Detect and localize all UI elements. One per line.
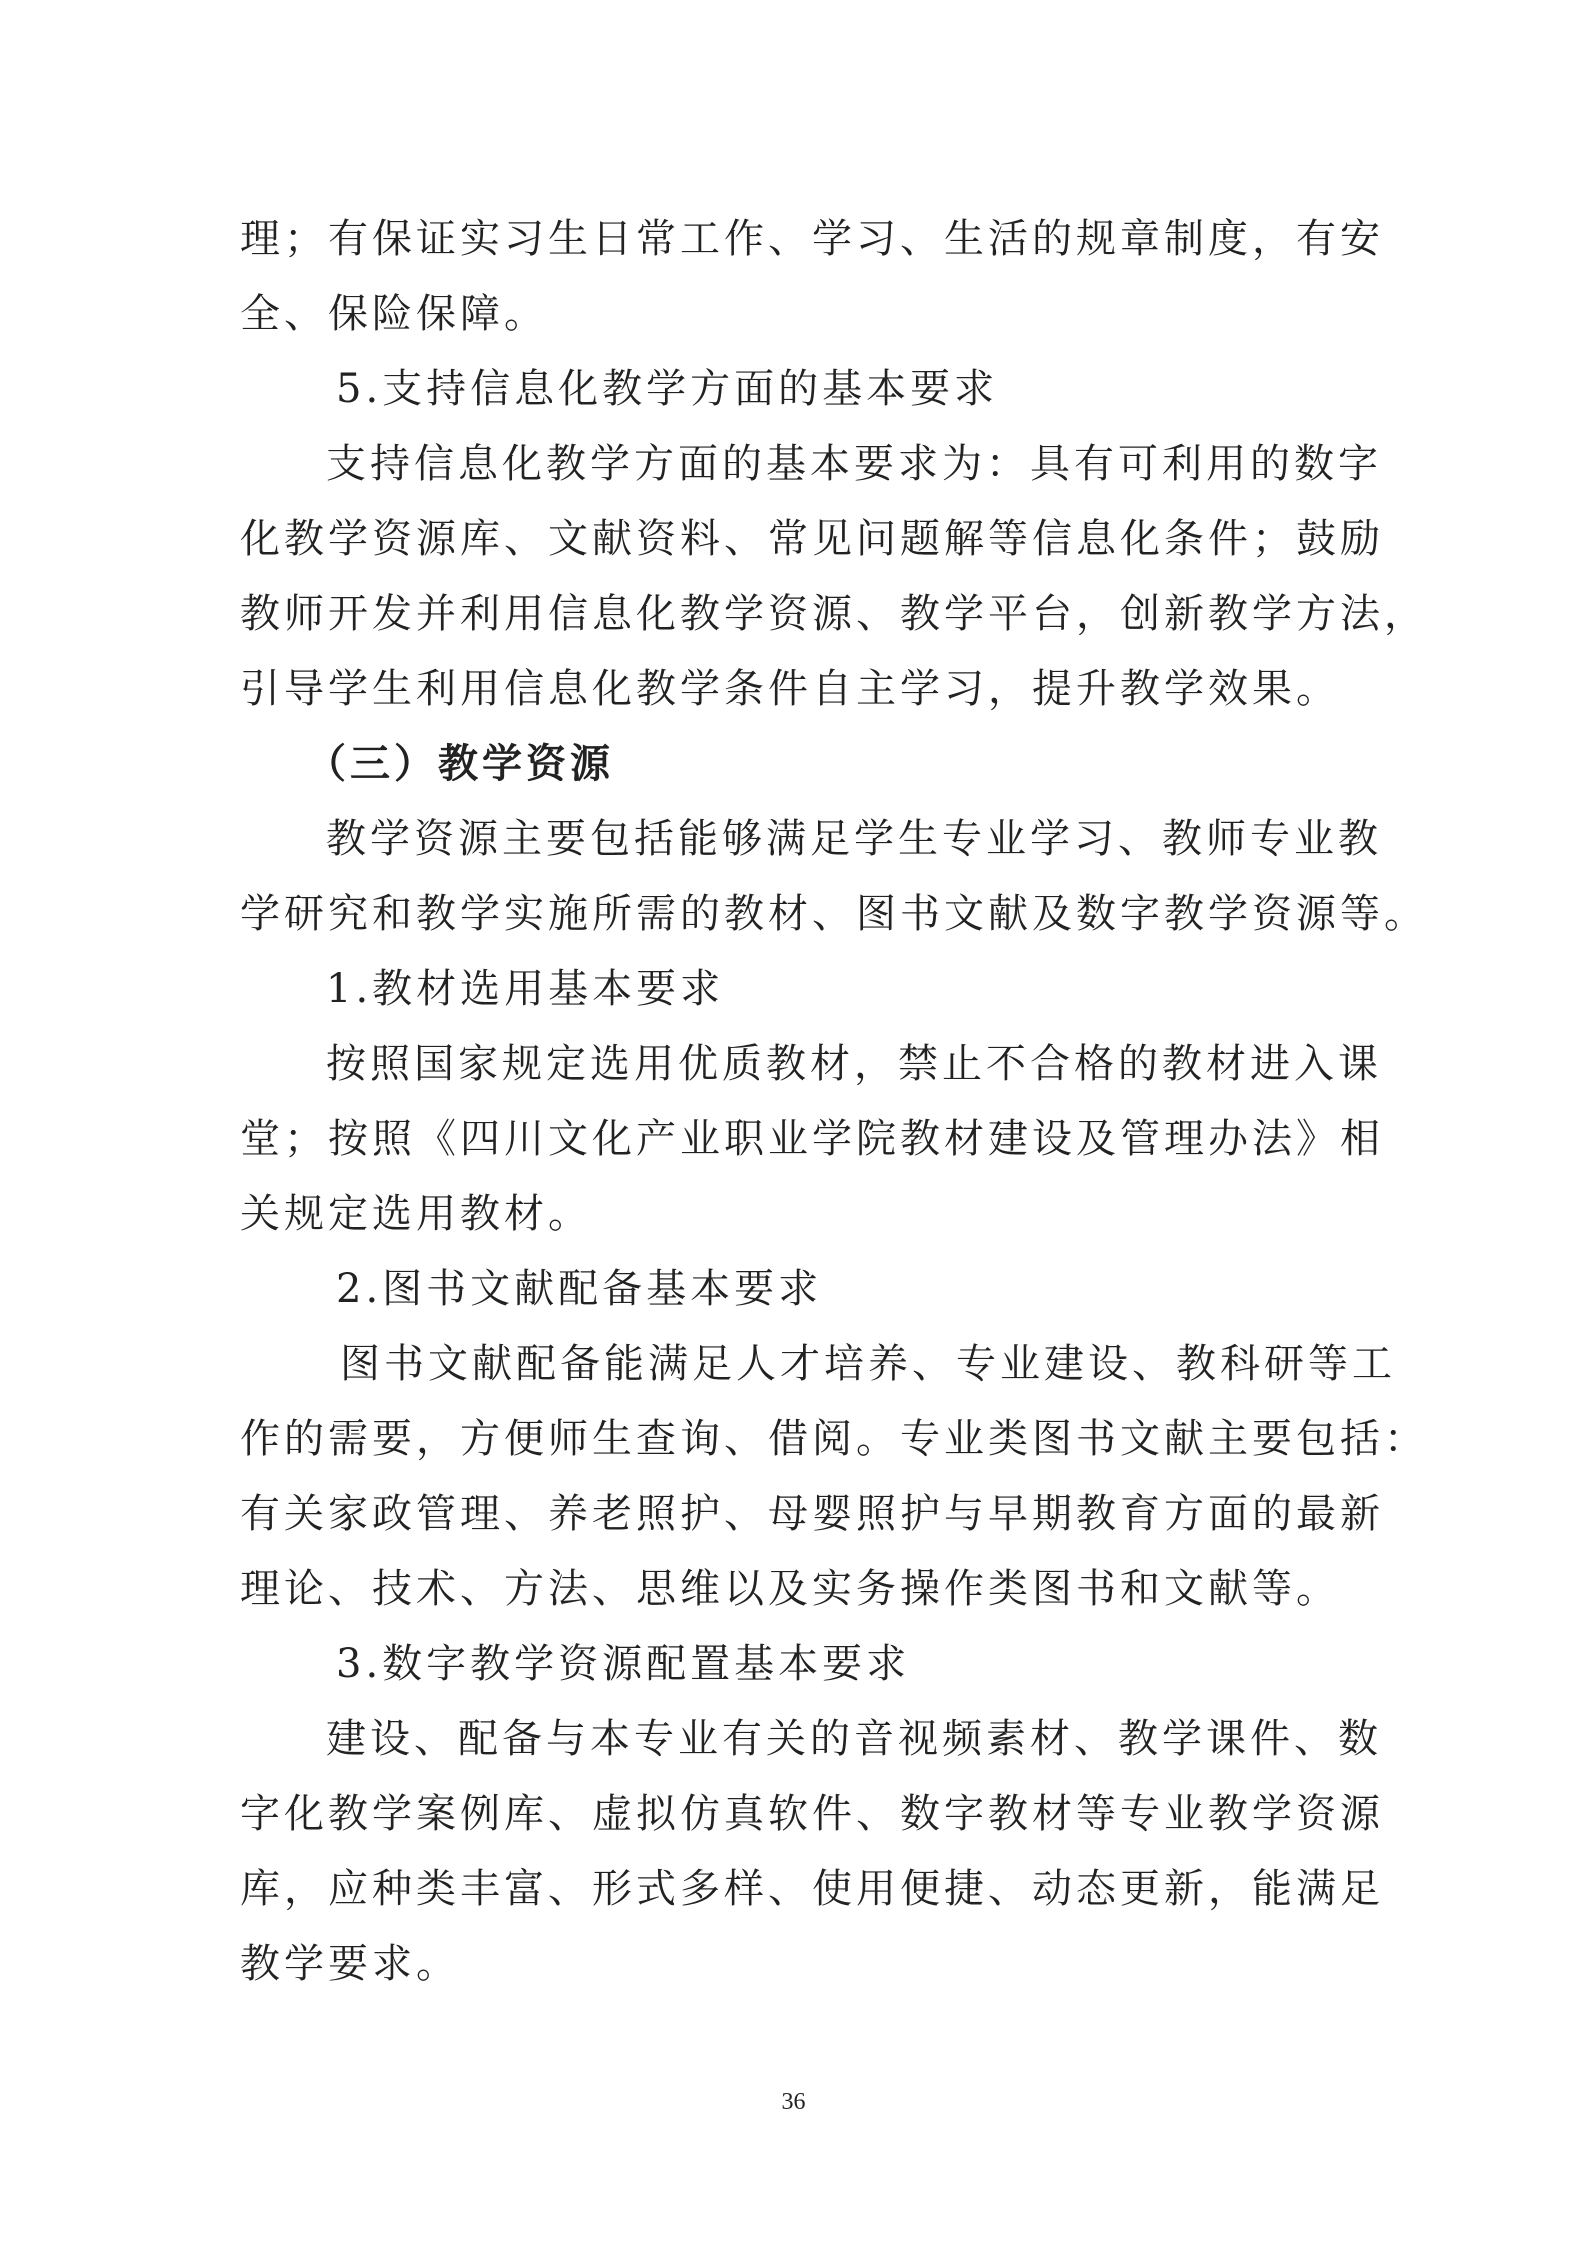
paragraph-line: 化教学资源库、文献资料、常见问题解等信息化条件；鼓励 (240, 516, 1384, 562)
paragraph-line: 引导学生利用信息化教学条件自主学习，提升教学效果。 (240, 666, 1340, 712)
paragraph-line: 支持信息化教学方面的基本要求为：具有可利用的数字 (326, 441, 1382, 487)
page-number: 36 (781, 2089, 806, 2115)
paragraph-line: 理；有保证实习生日常工作、学习、生活的规章制度，有安 (240, 216, 1384, 262)
paragraph-line: 建设、配备与本专业有关的音视频素材、教学课件、数 (326, 1716, 1382, 1762)
paragraph-line: 作的需要，方便师生查询、借阅。专业类图书文献主要包括： (240, 1416, 1428, 1462)
subheading: 5.支持信息化教学方面的基本要求 (336, 366, 999, 412)
paragraph-line: 教学要求。 (240, 1941, 460, 1987)
subheading: 2.图书文献配备基本要求 (336, 1266, 823, 1312)
paragraph-line: 字化教学案例库、虚拟仿真软件、数字教材等专业教学资源 (240, 1791, 1384, 1837)
section-heading: （三）教学资源 (306, 740, 614, 787)
paragraph-line: 全、保险保障。 (240, 291, 548, 337)
paragraph-line: 理论、技术、方法、思维以及实务操作类图书和文献等。 (240, 1566, 1340, 1612)
paragraph-line: 教师开发并利用信息化教学资源、教学平台，创新教学方法， (240, 591, 1428, 637)
paragraph-line: 库，应种类丰富、形式多样、使用便捷、动态更新，能满足 (240, 1866, 1384, 1912)
subheading: 1.教材选用基本要求 (326, 966, 725, 1012)
paragraph-line: 图书文献配备能满足人才培养、专业建设、教科研等工 (340, 1341, 1396, 1387)
paragraph-line: 学研究和教学实施所需的教材、图书文献及数字教学资源等。 (240, 891, 1428, 937)
subheading: 3.数字教学资源配置基本要求 (336, 1641, 911, 1687)
paragraph-line: 关规定选用教材。 (240, 1191, 592, 1237)
paragraph-line: 教学资源主要包括能够满足学生专业学习、教师专业教 (326, 816, 1382, 862)
paragraph-line: 堂；按照《四川文化产业职业学院教材建设及管理办法》相 (240, 1116, 1384, 1162)
paragraph-line: 有关家政管理、养老照护、母婴照护与早期教育方面的最新 (240, 1491, 1384, 1537)
paragraph-line: 按照国家规定选用优质教材，禁止不合格的教材进入课 (326, 1041, 1382, 1087)
